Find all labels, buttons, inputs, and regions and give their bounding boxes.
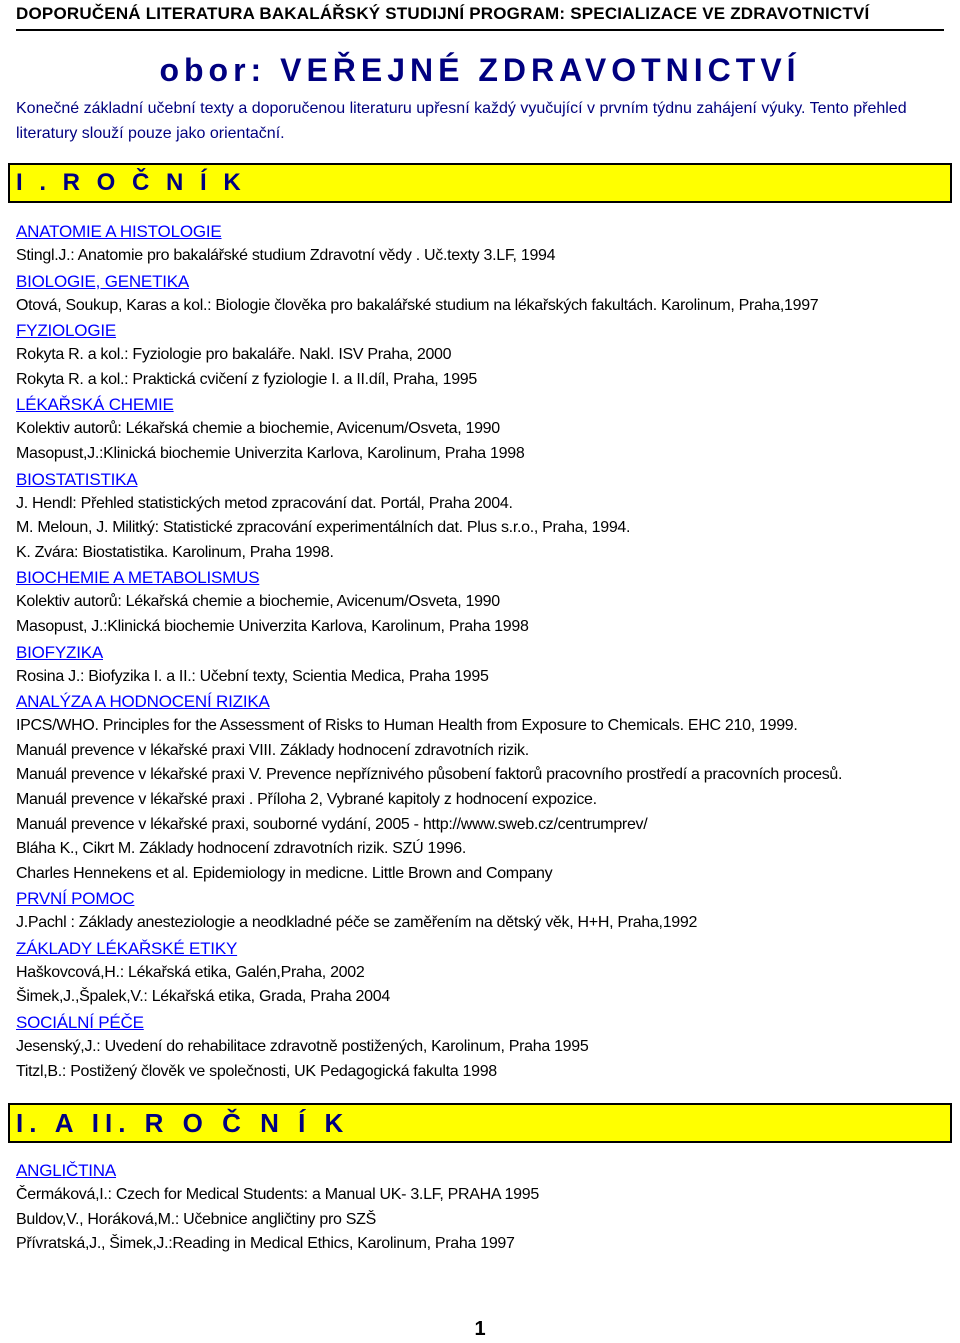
reference-entry: IPCS/WHO. Principles for the Assessment of Risks to Human Health from Exposure to Chemicals. EHC 210, 1999. bbox=[16, 717, 798, 735]
year-1-2-heading: I. A II. R O Č N Í K bbox=[8, 1103, 952, 1143]
reference-entry: K. Zvára: Biostatistika. Karolinum, Praha 1998. bbox=[16, 543, 334, 561]
reference-entry: M. Meloun, J. Militký: Statistické zpracování experimentálních dat. Plus s.r.o., Praha, 1994. bbox=[16, 519, 631, 537]
reference-entry: Manuál prevence v lékařské praxi, souborné vydání, 2005 - http://www.sweb.cz/centrumprev/ bbox=[16, 815, 648, 833]
reference-entry: Manuál prevence v lékařské praxi . Příloha 2, Vybrané kapitoly z hodnocení expozice. bbox=[16, 790, 597, 808]
reference-entry: Rokyta R. a kol.: Praktická cvičení z fyziologie I. a II.díl, Praha, 1995 bbox=[16, 370, 477, 388]
reference-entry: Kolektiv autorů: Lékařská chemie a biochemie, Avicenum/Osveta, 1990 bbox=[16, 593, 500, 611]
reference-entry: Haškovcová,H.: Lékařská etika, Galén,Praha, 2002 bbox=[16, 963, 365, 981]
reference-entry: Titzl,B.: Postižený člověk ve společnosti, UK Pedagogická fakulta 1998 bbox=[16, 1062, 497, 1080]
page-number: 1 bbox=[474, 1318, 486, 1340]
intro-paragraph: Konečné základní učební texty a doporučenou literaturu upřesní každý vyučující v prvním týdnu zahájení výuky. Tento přehled literatury slouží pouze jako orientační. bbox=[16, 100, 907, 142]
reference-entry: Šimek,J.,Špalek,V.: Lékařská etika, Grada, Praha 2004 bbox=[16, 988, 390, 1006]
reference-entry: Rosina J.: Biofyzika I. a II.: Učební texty, Scientia Medica, Praha 1995 bbox=[16, 667, 489, 685]
section-title: BIOSTATISTIKA bbox=[16, 469, 138, 489]
section-title: BIOLOGIE, GENETIKA bbox=[16, 271, 190, 291]
reference-entry: Kolektiv autorů: Lékařská chemie a biochemie, Avicenum/Osveta, 1990 bbox=[16, 420, 500, 438]
reference-entry: Masopust, J.:Klinická biochemie Univerzita Karlova, Karolinum, Praha 1998 bbox=[16, 617, 529, 635]
year-1-2-sections bbox=[16, 1158, 952, 1257]
reference-entry: Otová, Soukup, Karas a kol.: Biologie člověka pro bakalářské studium na lékařských fakultách. Karolinum, Praha,1997 bbox=[16, 296, 819, 314]
reference-entry: J. Hendl: Přehled statistických metod zpracování dat. Portál, Praha 2004. bbox=[16, 494, 513, 512]
year-1-heading: I . R O Č N Í K bbox=[8, 163, 952, 203]
reference-entry: Rokyta R. a kol.: Fyziologie pro bakaláře. Nakl. ISV Praha, 2000 bbox=[16, 346, 452, 364]
year-1-sections bbox=[16, 219, 952, 1084]
section-title: BIOCHEMIE A METABOLISMUS bbox=[16, 568, 260, 588]
reference-entry: Bláha K., Cikrt M. Základy hodnocení zdravotních rizik. SZÚ 1996. bbox=[16, 840, 467, 858]
section-title: ANGLIČTINA bbox=[16, 1161, 117, 1180]
reference-entry: Přívratská,J., Šimek,J.:Reading in Medical Ethics, Karolinum, Praha 1997 bbox=[16, 1235, 515, 1253]
section-title: ZÁKLADY LÉKAŘSKÉ ETIKY bbox=[16, 938, 238, 958]
section-title: BIOFYZIKA bbox=[16, 642, 103, 662]
header-divider bbox=[16, 29, 944, 31]
page-title: obor: VEŘEJNÉ ZDRAVOTNICTVÍ bbox=[159, 52, 801, 88]
section-title: ANATOMIE A HISTOLOGIE bbox=[16, 222, 222, 241]
section-title: ANALÝZA A HODNOCENÍ RIZIKA bbox=[16, 692, 270, 712]
section-title: LÉKAŘSKÁ CHEMIE bbox=[16, 395, 174, 415]
reference-entry: Manuál prevence v lékařské praxi V. Prevence nepříznivého působení faktorů pracovního prostředí a pracovních procesů. bbox=[16, 766, 843, 784]
reference-entry: Charles Hennekens et al. Epidemiology in medicne. Little Brown and Company bbox=[16, 864, 553, 882]
section-title: FYZIOLOGIE bbox=[16, 321, 117, 341]
reference-entry: Čermáková,I.: Czech for Medical Students: a Manual UK- 3.LF, PRAHA 1995 bbox=[16, 1186, 539, 1203]
reference-entry: Jesenský,J.: Uvedení do rehabilitace zdravotně postižených, Karolinum, Praha 1995 bbox=[16, 1038, 589, 1056]
reference-entry: Buldov,V., Horáková,M.: Učebnice angličtiny pro SZŠ bbox=[16, 1210, 376, 1228]
reference-entry: Manuál prevence v lékařské praxi VIII. Základy hodnocení zdravotních rizik. bbox=[16, 741, 529, 759]
reference-entry: Masopust,J.:Klinická biochemie Univerzita Karlova, Karolinum, Praha 1998 bbox=[16, 444, 525, 462]
document-header: DOPORUČENÁ LITERATURA BAKALÁŘSKÝ STUDIJNÍ PROGRAM: SPECIALIZACE VE ZDRAVOTNICTVÍ bbox=[16, 4, 870, 23]
section-title: PRVNÍ POMOC bbox=[16, 889, 135, 909]
reference-entry: Stingl.J.: Anatomie pro bakalářské studium Zdravotní vědy . Uč.texty 3.LF, 1994 bbox=[16, 247, 556, 264]
reference-entry: J.Pachl : Základy anesteziologie a neodkladné péče se zaměřením na dětský věk, H+H, Praha,1992 bbox=[16, 914, 698, 932]
section-title: SOCIÁLNÍ PÉČE bbox=[16, 1013, 144, 1033]
